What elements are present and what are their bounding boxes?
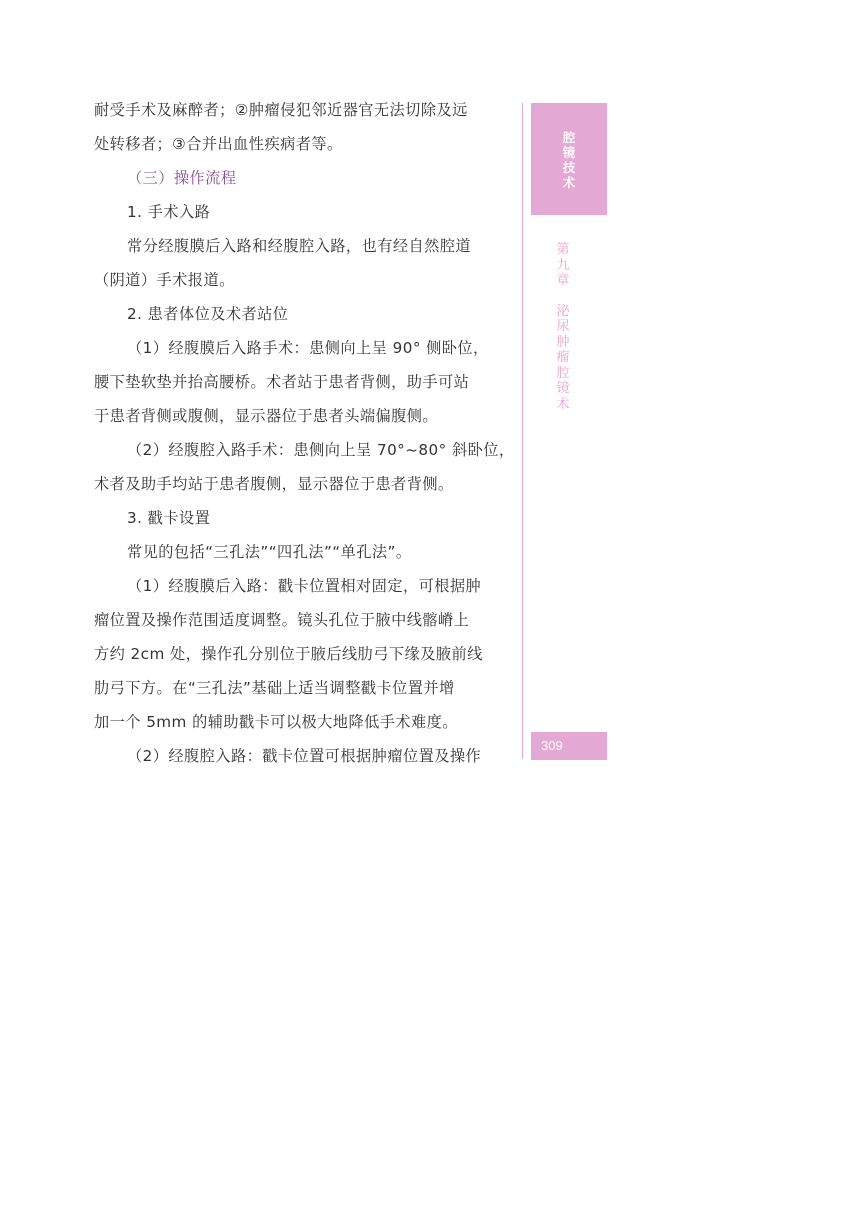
text-line: 处转移者；③合并出血性疾病者等。	[94, 135, 343, 153]
subsection-heading: 3. 戳卡设置	[127, 509, 211, 527]
chapter-char: 第	[556, 242, 570, 257]
tab-char: 镜	[562, 145, 576, 160]
chapter-char: 术	[556, 396, 570, 412]
text-line: 肋弓下方。在“三孔法”基础上适当调整戳卡位置并增	[94, 679, 455, 697]
text-line: （阴道）手术报道。	[94, 271, 235, 289]
chapter-gap	[555, 289, 571, 304]
chapter-char: 腔	[556, 365, 570, 381]
chapter-char: 瘤	[556, 350, 570, 365]
text-line: （1）经腹膜后入路：戳卡位置相对固定，可根据肿	[127, 577, 482, 595]
text-line: 耐受手术及麻醉者；②肿瘤侵犯邻近器官无法切除及远	[94, 101, 468, 119]
chapter-char: 肿	[556, 334, 570, 350]
tab-char: 腔	[562, 130, 576, 145]
tab-char: 术	[562, 175, 576, 190]
chapter-char: 尿	[556, 319, 570, 334]
section-heading: （三）操作流程	[127, 169, 237, 187]
chapter-char: 九	[556, 257, 570, 273]
chapter-char: 泌	[556, 303, 570, 319]
tab-char: 技	[562, 160, 576, 175]
section-tab-label	[531, 130, 607, 190]
page-number-box	[531, 732, 607, 760]
sidebar-divider	[522, 103, 523, 759]
section-tab	[531, 103, 607, 215]
text-line: 常见的包括“三孔法”“四孔法”“单孔法”。	[127, 543, 412, 561]
text-line: （1）经腹膜后入路手术：患侧向上呈 90° 侧卧位，	[127, 339, 489, 357]
text-line: 常分经腹膜后入路和经腹腔入路，也有经自然腔道	[127, 237, 472, 255]
text-line: 于患者背侧或腹侧，显示器位于患者头端偏腹侧。	[94, 407, 439, 425]
text-line: （2）经腹腔入路：戳卡位置可根据肿瘤位置及操作	[127, 747, 482, 765]
text-line: 瘤位置及操作范围适度调整。镜头孔位于腋中线髂嵴上	[94, 611, 470, 629]
body-text	[94, 93, 515, 773]
text-line: （2）经腹腔入路手术：患侧向上呈 70°~80° 斜卧位，	[127, 441, 515, 459]
chapter-title	[555, 242, 571, 412]
chapter-char: 镜	[556, 381, 570, 396]
chapter-char: 章	[556, 273, 570, 288]
text-line: 术者及助手均站于患者腹侧，显示器位于患者背侧。	[94, 475, 454, 493]
page-number: 309	[541, 738, 563, 753]
subsection-heading: 1. 手术入路	[127, 203, 211, 221]
text-line: 方约 2cm 处，操作孔分别位于腋后线肋弓下缘及腋前线	[94, 645, 483, 663]
subsection-heading: 2. 患者体位及术者站位	[127, 305, 289, 323]
text-line: 加一个 5mm 的辅助戳卡可以极大地降低手术难度。	[94, 713, 458, 731]
text-line: 腰下垫软垫并抬高腰桥。术者站于患者背侧，助手可站	[94, 373, 470, 391]
